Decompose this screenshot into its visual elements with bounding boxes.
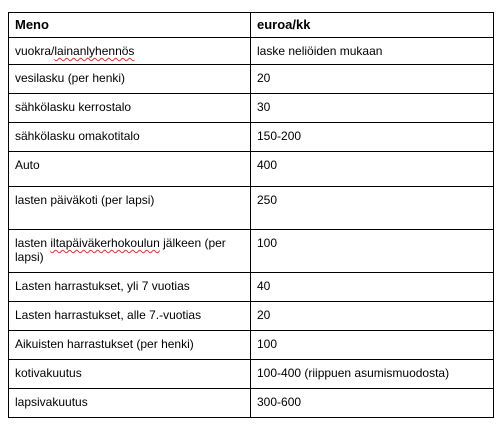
expense-value-cell[interactable] [251, 38, 494, 65]
spellcheck-flagged-word: iltapäiväkerhokoulun [50, 236, 160, 250]
expense-value-cell[interactable] [251, 94, 494, 123]
expense-value-cell[interactable] [251, 389, 494, 418]
table-row [9, 65, 494, 94]
table-row [9, 152, 494, 187]
table-row [9, 389, 494, 418]
expense-name-text: sähkölasku kerrostalo [15, 100, 132, 114]
table-row [9, 302, 494, 331]
expense-value-text: 300-600 [257, 395, 302, 409]
expense-value-cell[interactable] [251, 302, 494, 331]
expense-value-text: 150-200 [257, 129, 302, 143]
expense-name-text: Auto [15, 158, 40, 172]
expense-name-text: lasten [15, 236, 51, 250]
expense-value-text: 250 [257, 193, 278, 207]
expense-value-cell[interactable] [251, 230, 494, 273]
expense-name-cell[interactable] [9, 187, 251, 230]
expense-value-cell[interactable] [251, 123, 494, 152]
expense-name-text: Aikuisten harrastukset (per henki) [15, 337, 194, 351]
expense-name-text: vuokra/ [15, 44, 55, 58]
expense-value-text: 100 [257, 337, 278, 351]
table-row [9, 187, 494, 230]
expense-value-text: 100-400 (riippuen asumismuodosta) [257, 366, 450, 380]
expense-name-text: vesilasku (per henki) [15, 71, 126, 85]
expense-name-text: lasten päiväkoti (per lapsi) [15, 193, 155, 207]
expense-name-text-rest: jälkeen (per lapsi) [15, 236, 226, 264]
expense-value-text: 400 [257, 158, 278, 172]
expense-name-cell[interactable] [9, 94, 251, 123]
document-page [8, 12, 494, 418]
expense-value-cell[interactable] [251, 331, 494, 360]
spellcheck-flagged-word: lainanlyhennös [54, 44, 135, 58]
expense-name-cell[interactable] [9, 360, 251, 389]
table-row [9, 273, 494, 302]
expense-table [8, 12, 494, 418]
expense-value-text: 100 [257, 236, 278, 250]
expense-name-cell[interactable] [9, 389, 251, 418]
expense-name-text: Lasten harrastukset, yli 7 vuotias [15, 279, 190, 293]
table-row [9, 331, 494, 360]
expense-name-text: sähkölasku omakotitalo [15, 129, 140, 143]
expense-name-text: lapsivakuutus [15, 395, 88, 409]
expense-value-cell[interactable] [251, 273, 494, 302]
table-row [9, 94, 494, 123]
expense-name-cell[interactable] [9, 123, 251, 152]
table-row [9, 123, 494, 152]
expense-value-text: 30 [257, 100, 271, 114]
expense-name-cell[interactable] [9, 331, 251, 360]
expense-value-text: 20 [257, 308, 271, 322]
table-header-row [9, 13, 494, 38]
expense-name-cell[interactable] [9, 230, 251, 273]
header-euroa-kk: euroa/kk [251, 13, 494, 38]
table-row [9, 230, 494, 273]
expense-name-cell[interactable] [9, 38, 251, 65]
expense-name-cell[interactable] [9, 152, 251, 187]
expense-value-text: 20 [257, 71, 271, 85]
expense-value-cell[interactable] [251, 187, 494, 230]
table-row [9, 38, 494, 65]
expense-name-text: Lasten harrastukset, alle 7.-vuotias [15, 308, 202, 322]
table-row [9, 360, 494, 389]
expense-name-cell[interactable] [9, 273, 251, 302]
expense-value-cell[interactable] [251, 65, 494, 94]
expense-value-text: laske neliöiden mukaan [257, 44, 383, 58]
expense-value-cell[interactable] [251, 360, 494, 389]
header-meno: Meno [9, 13, 251, 38]
expense-value-cell[interactable] [251, 152, 494, 187]
expense-name-cell[interactable] [9, 302, 251, 331]
expense-name-cell[interactable] [9, 65, 251, 94]
expense-value-text: 40 [257, 279, 271, 293]
expense-name-text: kotivakuutus [15, 366, 82, 380]
